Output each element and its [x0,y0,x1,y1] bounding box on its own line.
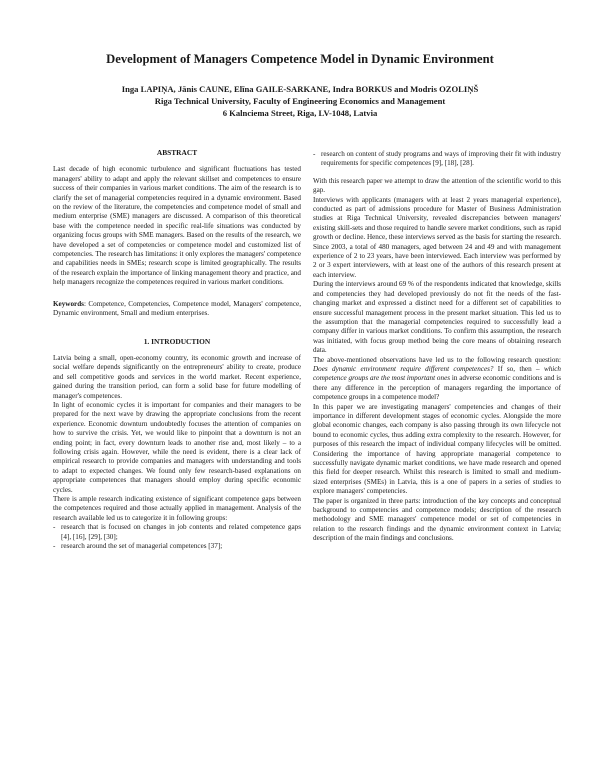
intro-paragraph-9: The paper is organized in three parts: introduction of the key concepts and conceptual background to competencies and competence models; description of the research methodology and SME managers' competence model or set of competencies in relation to the research findings and the dynamic environment context in Latvia; description of the main findings and conclusions. [313,496,561,543]
intro-paragraph-6: During the interviews around 69 % of the respondents indicated that knowledge, skills and competencies they had developed previously do not fit the needs of the fast-changing market and expressed a distinct need for a different set of capabilities to ensure successful management process in the present market situation. This led us to the assumption that the managerial competencies required to successfully lead a company differ in various market conditions. To confirm this assumption, the research was initiated, with focus group method being the core means of obtaining research data. [313,280,561,355]
paper-address: 6 Kalnciema Street, Riga, LV-1048, Latvia [222,108,378,118]
paper-authors: Inga LAPIŅA, Jānis CAUNE, Elīna GAILE-SARKANE, Indra BORKUS and Modris OZOLIŅŠ [121,84,479,94]
right-column [313,150,561,544]
research-question-lead: The above-mentioned observations have led us to the following research question: [313,355,561,364]
list-item: - research on content of study programs and ways of improving their fit with industry requirements for specific competences [9], [18], [28]. [313,150,561,169]
research-question-1: Does dynamic environment require different competences? [313,364,494,373]
research-groups-list-continued [313,150,561,169]
paper-affiliation: Riga Technical University, Faculty of Engineering Economics and Management [154,96,446,106]
intro-paragraph-4: With this research paper we attempt to draw the attention of the scientific world to this gap. [313,176,561,195]
research-groups-list [53,523,301,551]
intro-paragraph-8: In this paper we are investigating managers' competencies and changes of their importance in different development stages of economic cycles. Alongside the more global economic changes, each company is also passing through its own lifecycle not bound to economic cycles, thus adding extra complexity to the research. However, for purposes of this research the impact of individual company lifecycles will be omitted. Considering the importance of having appropriate managerial competence to successfully navigate dynamic market conditions, we have made research and opened this field for deeper research. Whilst this research is limited to small and medium-sized enterprises (SMEs) in Latvia, this is a one of papers in a series of studies to explore managers' competencies. [313,402,561,496]
intro-paragraph-2: In light of economic cycles it is important for companies and their managers to be prepared for the next wave by drawing the appropriate conclusions from the recent experience. Economic downturn undoubtedly focuses the attention of companies on how to survive the crisis. Yet, we would like to pinpoint that a downturn is not an ending point; in fact, every downturn leads to another rise and, most likely – to a following crisis again. However, while the need is evident, there is a clear lack of empirical research to provide companies and managers with understanding and tools to adapt to expected changes. We found only few research-based explanations on appropriate competences that managers should employ during specific economic cycles. [53,400,301,494]
abstract-body: Last decade of high economic turbulence and significant fluctuations has tested managers' ability to adapt and apply the relevant skillset and competences to ensure success of their companies in various market conditions. The aim of the research is to clarify the set of managerial competencies required in a dynamic environment. Based on the review of the literature, the competencies and competence model of small and medium enterprise (SME) managers are discussed. A comparison of this theoretical base with the competence needed in specific real-life situations was conducted by organizing focus groups with SME managers. Based on the results of the research, we have developed a set of competencies or competence model and customized list of competencies. The research has limitations: it only explores the managers' competence and capabilities needs in SMEs; research scope is limited geographically. The results of the research explain the importance of linking management theory and practice, and help managers recognize the competences required in various market conditions. [53,165,301,287]
left-column [53,148,301,551]
research-question-connector: If so, then – [493,364,544,373]
keywords-label: Keywords [53,299,84,308]
paper-title: Development of Managers Competence Model in Dynamic Environment [106,52,494,66]
keywords-text: : Competence, Competencies, Competence model, Managers' competence, Dynamic environment, Small and medium enterprises. [53,299,301,318]
intro-paragraph-3: There is ample research indicating existence of significant competence gaps between the competences required and those actually applied in management. Analysis of the research available led us to categorize it in following groups: [53,495,301,522]
intro-paragraph-1: Latvia being a small, open-economy country, its economic growth and increase of social welfare depends significantly on the entrepreneurs' ability to create, produce and sell competitive goods and services in the world market. Recent experience, gained during the transition period, can form a solid base for future modelling of manager's competences. [53,353,301,400]
list-item: - research around the set of managerial competences [37]; [53,542,301,551]
intro-paragraph-7 [313,356,561,403]
list-item: - research that is focused on changes in job contents and related competence gaps [4], [16], [29], [30]; [53,523,301,542]
introduction-heading: 1. INTRODUCTION [143,336,211,346]
intro-paragraph-5: Interviews with applicants (managers with at least 2 years managerial experience), conducted as part of admissions procedure for Master of Business Administration studies at Riga Technical University, revealed discrepancies between managers' existing skill-sets and those required to handle severe market conditions, such as rapid growth or decline. Hence, these interviews served as the basis for starting the research. Since 2003, a total of 480 managers, aged between 24 and 49 and with management experience of 2 to 23 years, have been interviewed. Each interview was performed by 2 or 3 expert interviewers, with at least one of the authors of this research present at each interview. [313,195,561,279]
research-question-tail: in adverse economic conditions and is there any difference in the perception of managers regarding the importance of competence groups in a competence model? [313,374,561,402]
research-question-2: which competence groups are the most important ones [313,364,561,383]
abstract-heading: ABSTRACT [156,148,198,157]
keywords [53,300,301,319]
